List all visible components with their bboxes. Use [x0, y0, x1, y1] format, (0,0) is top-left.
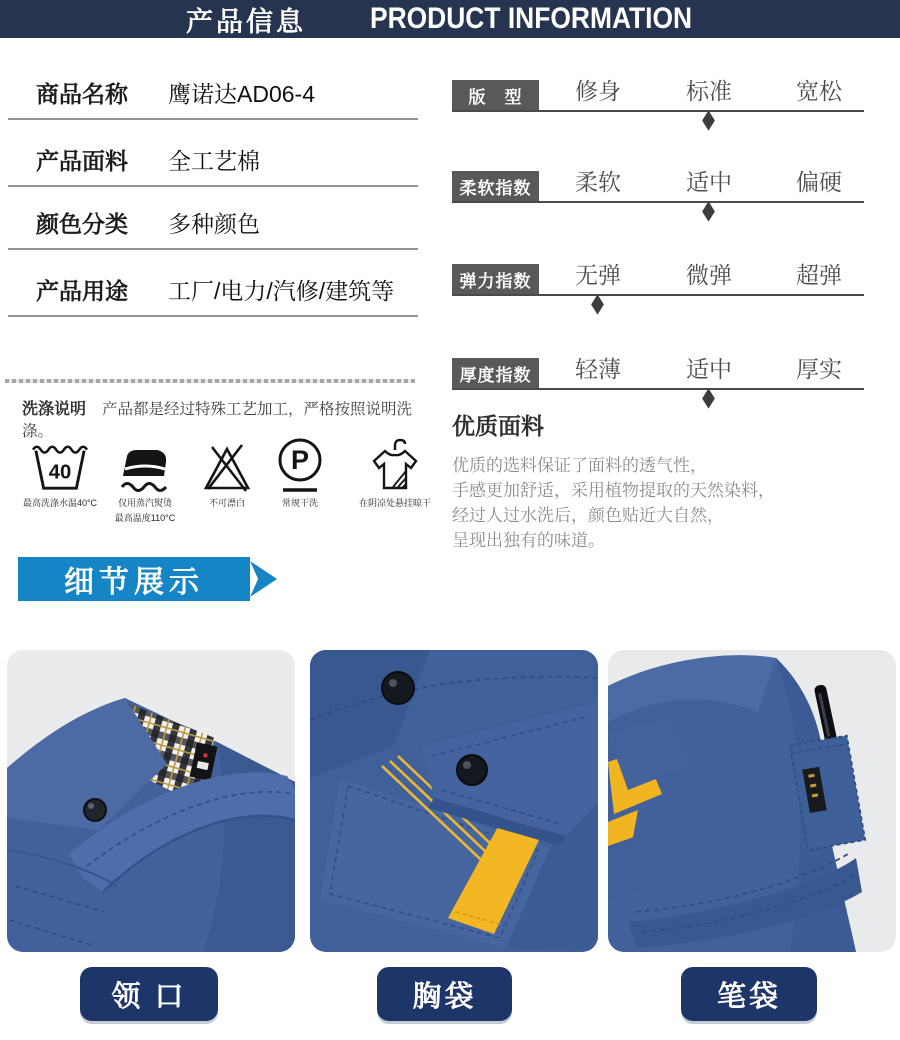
indicator-marker: [702, 201, 715, 221]
fabric-text-line: 手感更加舒适，采用植物提取的天然染料，: [452, 481, 775, 500]
detail-photo-pen-pocket: [608, 650, 896, 952]
fabric-text-line: 呈现出独有的味道。: [452, 531, 605, 550]
indicator-row-softness: [452, 171, 878, 203]
attribute-row-color: [8, 190, 418, 250]
attribute-value: 鹰诺达AD06-4: [168, 81, 315, 107]
indicator-option: 超弹: [796, 262, 842, 288]
washing-header: [22, 396, 442, 441]
indicator-scale-line: [452, 110, 864, 112]
photo-tag-pen-pocket: 笔袋: [681, 967, 817, 1021]
indicator-option: 宽松: [796, 78, 842, 104]
indicator-marker: [702, 388, 715, 408]
indicator-label: 弹力指数: [452, 264, 539, 294]
indicator-option: 适中: [686, 356, 732, 382]
attribute-row-fabric: [8, 127, 418, 187]
indicator-scale-line: [452, 388, 864, 390]
header-title-cn: 产品信息: [185, 6, 306, 37]
attribute-label: 颜色分类: [36, 211, 128, 237]
product-attributes: [8, 60, 418, 320]
indicator-option: 偏硬: [796, 169, 842, 195]
washing-icons-row: [0, 436, 445, 528]
attribute-row-usage: [8, 257, 418, 317]
no-bleach-icon: [200, 436, 254, 494]
svg-text:P: P: [290, 445, 310, 475]
indicator-option: 修身: [575, 78, 621, 104]
indicator-row-fit: [452, 80, 878, 112]
attribute-label: 产品面料: [36, 148, 128, 174]
hang-dry-icon: [368, 436, 422, 494]
svg-text:40: 40: [48, 461, 72, 484]
detail-photo-collar: [7, 650, 295, 952]
washing-icon-slot: [262, 436, 338, 513]
washing-icon-slot: [348, 436, 442, 513]
indicator-label: 版 型: [452, 80, 539, 110]
indicator-option: 柔软: [575, 169, 621, 195]
attribute-value: 工厂/电力/汽修/建筑等: [168, 278, 395, 304]
wash-icon-caption: 常规干洗: [281, 498, 318, 508]
steam-iron-icon: [117, 436, 173, 494]
washing-icon-slot: [187, 436, 267, 513]
indicator-label: 厚度指数: [452, 358, 539, 388]
attribute-value: 全工艺棉: [168, 148, 260, 174]
washing-label: 洗涤说明: [22, 401, 87, 418]
indicator-option: 轻薄: [575, 356, 621, 382]
dry-clean-p-icon: [275, 436, 325, 494]
header-title-en: PRODUCT INFORMATION: [369, 2, 693, 35]
detail-banner-label: 细节展示: [64, 566, 204, 599]
attribute-row-name: [8, 60, 418, 120]
indicator-label: 柔软指数: [452, 171, 539, 201]
wash-icon-caption: 不可漂白: [208, 498, 245, 508]
indicator-marker: [702, 110, 715, 130]
indicator-scale-line: [452, 201, 864, 203]
detail-photo-chest-pocket: [310, 650, 598, 952]
wash-icon-caption: 最高洗涤水温40°C: [22, 498, 98, 508]
indicator-option: 适中: [686, 169, 732, 195]
detail-banner: [18, 557, 250, 601]
attribute-label: 商品名称: [36, 81, 128, 107]
fabric-text-line: 经过人过水洗后，颜色贴近大自然，: [452, 506, 724, 525]
banner-arrow-icon: [250, 561, 277, 597]
wash-icon-caption2: 最高温度110°C: [114, 513, 176, 523]
indicator-scale-line: [452, 294, 864, 296]
indicator-option: 微弹: [686, 262, 732, 288]
wash-icon-caption: 在阴凉处悬挂晾干: [358, 498, 431, 508]
indicator-option: 厚实: [796, 356, 842, 382]
indicator-option: 标准: [686, 78, 732, 104]
fabric-title: 优质面料: [452, 413, 544, 439]
washing-icon-slot: [18, 436, 102, 513]
fabric-section: [452, 408, 882, 553]
wash-icon-caption: 仅用蒸汽熨烫: [117, 498, 172, 508]
dotted-divider: [5, 379, 415, 383]
photo-tag-collar: 领 口: [80, 967, 218, 1021]
washing-note: 产品都是经过特殊工艺加工，严格按照说明洗涤。: [22, 401, 413, 440]
washing-icon-slot: [103, 436, 187, 524]
attribute-label: 产品用途: [36, 278, 128, 304]
indicator-row-thickness: [452, 358, 878, 390]
fabric-text-line: 优质的选料保证了面料的透气性，: [452, 456, 707, 475]
indicator-row-elasticity: [452, 264, 878, 296]
header-bar: [0, 0, 900, 38]
indicator-option: 无弹: [575, 262, 621, 288]
indicator-marker: [591, 294, 604, 314]
attribute-value: 多种颜色: [168, 211, 260, 237]
indicator-scales: [452, 60, 878, 405]
photo-tag-chest-pocket: 胸袋: [377, 967, 512, 1021]
wash-temp-40-icon: [31, 436, 89, 494]
